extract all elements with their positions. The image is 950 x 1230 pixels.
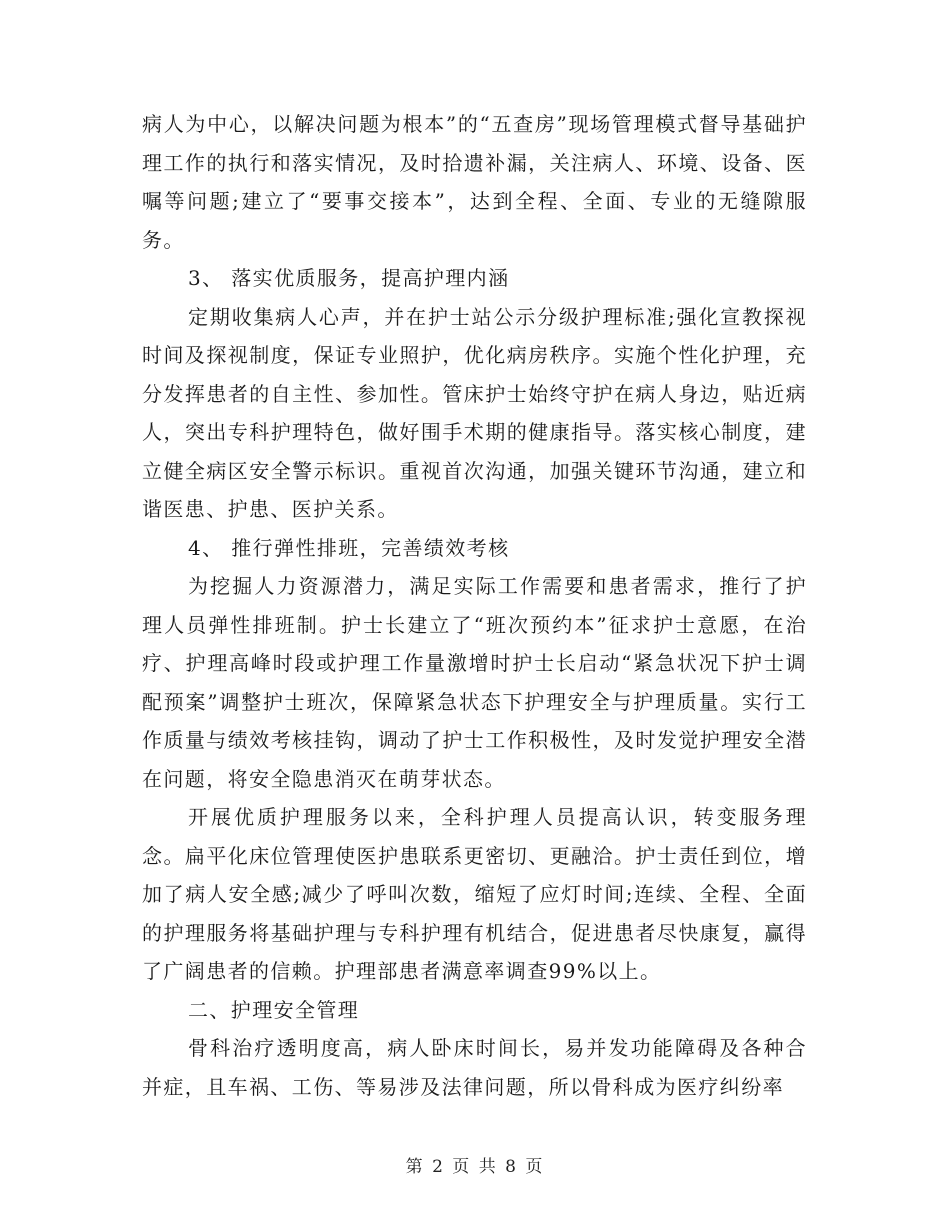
paragraph-quality-service: 定期收集病人心声，并在护士站公示分级护理标准;强化宣教探视时间及探视制度，保证专业照护，优化病房秩序。实施个性化护理，充分发挥患者的自主性、参加性。管床护士始终守护在病人身边，贴近病人，突出专科护理特色，做好围手术期的健康指导。落实核心制度，建立健全病区安全警示标识。重视首次沟通，加强关键环节沟通，建立和谐医患、护患、医护关系。 xyxy=(142,304,807,521)
section-heading-safety: 二、护理安全管理 xyxy=(188,997,360,1022)
section-heading-4: 4、 推行弹性排班，完善绩效考核 xyxy=(188,535,510,560)
paragraph-continued: 病人为中心，以解决问题为根本”的“五查房”现场管理模式督导基础护理工作的执行和落实情况，及时拾遗补漏，关注病人、环境、设备、医嘱等问题;建立了“要事交接本”，达到全程、全面、专业的无缝隙服务。 xyxy=(142,112,807,252)
page-number-footer: 第 2 页 共 8 页 xyxy=(405,1157,545,1177)
section-heading-3: 3、 落实优质服务，提高护理内涵 xyxy=(188,266,510,290)
paragraph-results: 开展优质护理服务以来，全科护理人员提高认识，转变服务理念。扁平化床位管理使医护患联系更密切、更融洽。护士责任到位，增加了病人安全感;减少了呼叫次数，缩短了应灯时间;连续、全程、全面的护理服务将基础护理与专科护理有机结合，促进患者尽快康复，赢得了广阔患者的信赖。护理部患者满意率调查99%以上。 xyxy=(142,805,807,983)
paragraph-flexible-scheduling: 为挖掘人力资源潜力，满足实际工作需要和患者需求，推行了护理人员弹性排班制。护士长建立了“班次预约本”征求护士意愿，在治疗、护理高峰时段或护理工作量激增时护士长启动“紧急状况下护士调配预案”调整护士班次，保障紧急状态下护理安全与护理质量。实行工作质量与绩效考核挂钩，调动了护士工作积极性，及时发觉护理安全潜在问题，将安全隐患消灭在萌芽状态。 xyxy=(142,574,807,791)
document-body xyxy=(142,105,807,1106)
paragraph-safety: 骨科治疗透明度高，病人卧床时间长，易并发功能障碍及各种合并症，且车祸、工伤、等易涉及法律问题，所以骨科成为医疗纠纷率 xyxy=(142,1036,807,1099)
